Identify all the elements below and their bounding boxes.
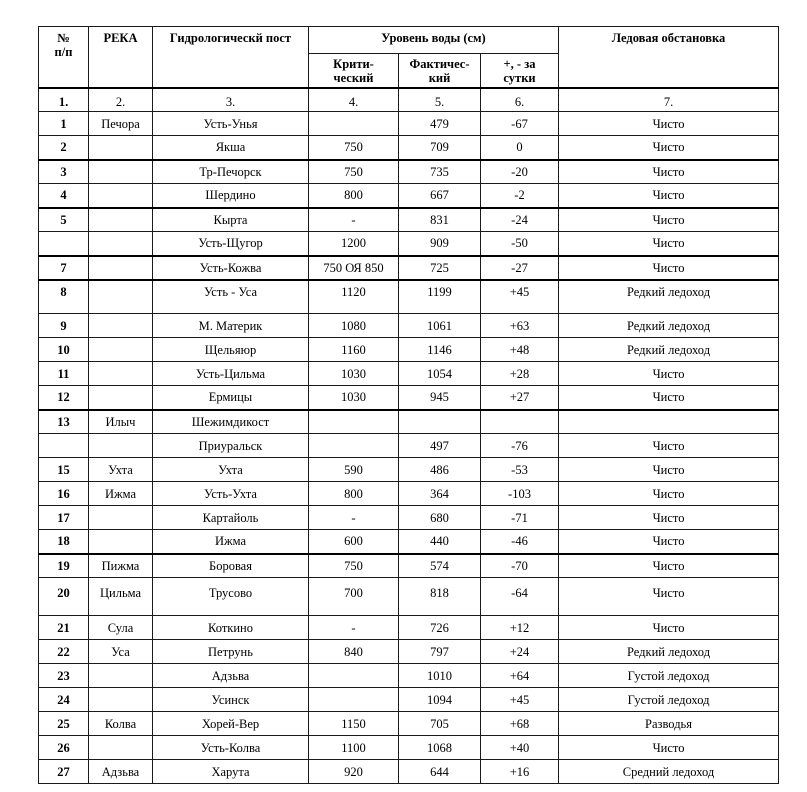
actual-level: 364 <box>399 482 481 506</box>
ice-conditions: Чисто <box>559 578 779 616</box>
daily-change: -46 <box>481 530 559 554</box>
table-row <box>39 314 779 338</box>
row-number: 15 <box>39 458 89 482</box>
actual-level: 735 <box>399 160 481 184</box>
ice-conditions: Густой ледоход <box>559 664 779 688</box>
table-row <box>39 736 779 760</box>
actual-level: 1068 <box>399 736 481 760</box>
river-name <box>89 232 153 256</box>
daily-change: -71 <box>481 506 559 530</box>
actual-level: 797 <box>399 640 481 664</box>
gauge-post: Усть-Ухта <box>153 482 309 506</box>
table-row <box>39 712 779 736</box>
actual-level: 725 <box>399 256 481 280</box>
river-name: Уса <box>89 640 153 664</box>
daily-change: -67 <box>481 112 559 136</box>
critical-level: 600 <box>309 530 399 554</box>
row-number: 5 <box>39 208 89 232</box>
river-name: Печора <box>89 112 153 136</box>
gauge-post: Усть - Уса <box>153 280 309 314</box>
gauge-post: Харута <box>153 760 309 784</box>
gauge-post: Боровая <box>153 554 309 578</box>
river-name <box>89 386 153 410</box>
actual-level: 1146 <box>399 338 481 362</box>
index-cell: 6. <box>481 88 559 112</box>
table-row <box>39 362 779 386</box>
daily-change: +48 <box>481 338 559 362</box>
river-name <box>89 314 153 338</box>
row-number: 9 <box>39 314 89 338</box>
gauge-post: Петрунь <box>153 640 309 664</box>
daily-change: +16 <box>481 760 559 784</box>
critical-level: 590 <box>309 458 399 482</box>
actual-level: 479 <box>399 112 481 136</box>
actual-level <box>399 410 481 434</box>
table-row <box>39 136 779 160</box>
gauge-post: М. Материк <box>153 314 309 338</box>
table-row <box>39 184 779 208</box>
river-name <box>89 530 153 554</box>
actual-level: 574 <box>399 554 481 578</box>
table-row <box>39 640 779 664</box>
header-critical: Крити-ческий <box>309 54 399 88</box>
row-number: 18 <box>39 530 89 554</box>
actual-level: 831 <box>399 208 481 232</box>
ice-conditions: Чисто <box>559 232 779 256</box>
gauge-post: Шердино <box>153 184 309 208</box>
ice-conditions <box>559 410 779 434</box>
river-name: Адзьва <box>89 760 153 784</box>
gauge-post: Усть-Щугор <box>153 232 309 256</box>
header-water-level: Уровень воды (см) <box>309 27 559 54</box>
river-name: Ухта <box>89 458 153 482</box>
critical-level: 1030 <box>309 386 399 410</box>
river-name: Пижма <box>89 554 153 578</box>
river-name <box>89 434 153 458</box>
row-number: 16 <box>39 482 89 506</box>
critical-level: 800 <box>309 184 399 208</box>
header-row-top <box>39 27 779 54</box>
index-cell: 3. <box>153 88 309 112</box>
row-number: 11 <box>39 362 89 386</box>
critical-level <box>309 434 399 458</box>
row-number: 13 <box>39 410 89 434</box>
table-row <box>39 280 779 314</box>
ice-conditions: Чисто <box>559 256 779 280</box>
river-name <box>89 184 153 208</box>
critical-level: 750 <box>309 136 399 160</box>
actual-level: 945 <box>399 386 481 410</box>
river-name <box>89 688 153 712</box>
header-post: Гидрологическй пост <box>153 27 309 88</box>
table-row <box>39 208 779 232</box>
row-number: 4 <box>39 184 89 208</box>
daily-change: -24 <box>481 208 559 232</box>
gauge-post: Трусово <box>153 578 309 616</box>
river-name <box>89 362 153 386</box>
ice-conditions: Чисто <box>559 184 779 208</box>
critical-level <box>309 112 399 136</box>
gauge-post: Адзьва <box>153 664 309 688</box>
daily-change: -64 <box>481 578 559 616</box>
index-cell: 2. <box>89 88 153 112</box>
header-river: РЕКА <box>89 27 153 88</box>
table-row <box>39 530 779 554</box>
table-row <box>39 482 779 506</box>
index-cell: 7. <box>559 88 779 112</box>
row-number: 20 <box>39 578 89 616</box>
index-cell: 4. <box>309 88 399 112</box>
ice-conditions: Чисто <box>559 530 779 554</box>
daily-change: -50 <box>481 232 559 256</box>
critical-level: - <box>309 506 399 530</box>
row-number: 1 <box>39 112 89 136</box>
ice-conditions: Чисто <box>559 434 779 458</box>
gauge-post: Усть-Колва <box>153 736 309 760</box>
daily-change: -76 <box>481 434 559 458</box>
table-row <box>39 160 779 184</box>
table-row <box>39 410 779 434</box>
daily-change: 0 <box>481 136 559 160</box>
index-cell: 1. <box>39 88 89 112</box>
water-level-report <box>38 26 778 784</box>
actual-level: 709 <box>399 136 481 160</box>
ice-conditions: Чисто <box>559 386 779 410</box>
table-row <box>39 338 779 362</box>
ice-conditions: Чисто <box>559 616 779 640</box>
daily-change: +12 <box>481 616 559 640</box>
gauge-post: Якша <box>153 136 309 160</box>
critical-level: - <box>309 208 399 232</box>
ice-conditions: Редкий ледоход <box>559 338 779 362</box>
daily-change: -2 <box>481 184 559 208</box>
daily-change: +24 <box>481 640 559 664</box>
daily-change: +64 <box>481 664 559 688</box>
daily-change: +27 <box>481 386 559 410</box>
actual-level: 705 <box>399 712 481 736</box>
table-row <box>39 112 779 136</box>
actual-level: 667 <box>399 184 481 208</box>
row-number: 27 <box>39 760 89 784</box>
ice-conditions: Средний ледоход <box>559 760 779 784</box>
actual-level: 486 <box>399 458 481 482</box>
critical-level: 1120 <box>309 280 399 314</box>
header-num: № п/п <box>39 27 89 88</box>
water-level-table <box>38 26 779 784</box>
row-number: 25 <box>39 712 89 736</box>
header-ice: Ледовая обстановка <box>559 27 779 88</box>
critical-level: 750 <box>309 160 399 184</box>
river-name <box>89 338 153 362</box>
actual-level: 818 <box>399 578 481 616</box>
row-number: 24 <box>39 688 89 712</box>
ice-conditions: Чисто <box>559 554 779 578</box>
actual-level: 440 <box>399 530 481 554</box>
daily-change: +68 <box>481 712 559 736</box>
ice-conditions: Редкий ледоход <box>559 640 779 664</box>
gauge-post: Усть-Кожва <box>153 256 309 280</box>
table-row <box>39 760 779 784</box>
daily-change: -103 <box>481 482 559 506</box>
gauge-post: Картайоль <box>153 506 309 530</box>
actual-level: 680 <box>399 506 481 530</box>
critical-level <box>309 664 399 688</box>
ice-conditions: Чисто <box>559 362 779 386</box>
row-number: 26 <box>39 736 89 760</box>
gauge-post: Коткино <box>153 616 309 640</box>
actual-level: 1061 <box>399 314 481 338</box>
actual-level: 1010 <box>399 664 481 688</box>
critical-level: 1150 <box>309 712 399 736</box>
table-row <box>39 688 779 712</box>
daily-change <box>481 410 559 434</box>
row-number: 2 <box>39 136 89 160</box>
critical-level: 750 ОЯ 850 <box>309 256 399 280</box>
row-number: 8 <box>39 280 89 314</box>
critical-level: 1030 <box>309 362 399 386</box>
gauge-post: Усть-Цильма <box>153 362 309 386</box>
gauge-post: Щельяюр <box>153 338 309 362</box>
daily-change: +28 <box>481 362 559 386</box>
daily-change: -20 <box>481 160 559 184</box>
river-name <box>89 280 153 314</box>
critical-level: 1160 <box>309 338 399 362</box>
gauge-post: Усинск <box>153 688 309 712</box>
gauge-post: Приуральск <box>153 434 309 458</box>
table-row <box>39 506 779 530</box>
row-number: 17 <box>39 506 89 530</box>
critical-level: 1200 <box>309 232 399 256</box>
actual-level: 497 <box>399 434 481 458</box>
row-number: 22 <box>39 640 89 664</box>
river-name: Илыч <box>89 410 153 434</box>
actual-level: 644 <box>399 760 481 784</box>
ice-conditions: Чисто <box>559 506 779 530</box>
daily-change: -53 <box>481 458 559 482</box>
critical-level <box>309 410 399 434</box>
table-row <box>39 664 779 688</box>
row-number <box>39 232 89 256</box>
actual-level: 909 <box>399 232 481 256</box>
table-row <box>39 434 779 458</box>
daily-change: +45 <box>481 280 559 314</box>
header-delta: +, - за сутки <box>481 54 559 88</box>
ice-conditions: Густой ледоход <box>559 688 779 712</box>
row-number: 3 <box>39 160 89 184</box>
river-name <box>89 736 153 760</box>
river-name: Цильма <box>89 578 153 616</box>
river-name: Ижма <box>89 482 153 506</box>
column-index-row <box>39 88 779 112</box>
row-number: 12 <box>39 386 89 410</box>
critical-level: 700 <box>309 578 399 616</box>
daily-change: -70 <box>481 554 559 578</box>
gauge-post: Кырта <box>153 208 309 232</box>
header-actual: Фактичес-кий <box>399 54 481 88</box>
actual-level: 1199 <box>399 280 481 314</box>
row-number: 23 <box>39 664 89 688</box>
critical-level: 920 <box>309 760 399 784</box>
table-row <box>39 616 779 640</box>
gauge-post: Тр-Печорск <box>153 160 309 184</box>
gauge-post: Ижма <box>153 530 309 554</box>
critical-level: 840 <box>309 640 399 664</box>
ice-conditions: Разводья <box>559 712 779 736</box>
critical-level: 1100 <box>309 736 399 760</box>
ice-conditions: Чисто <box>559 208 779 232</box>
daily-change: +45 <box>481 688 559 712</box>
ice-conditions: Чисто <box>559 458 779 482</box>
row-number: 7 <box>39 256 89 280</box>
river-name <box>89 664 153 688</box>
actual-level: 726 <box>399 616 481 640</box>
index-cell: 5. <box>399 88 481 112</box>
critical-level: 1080 <box>309 314 399 338</box>
table-row <box>39 386 779 410</box>
table-row <box>39 554 779 578</box>
row-number: 19 <box>39 554 89 578</box>
ice-conditions: Чисто <box>559 482 779 506</box>
gauge-post: Шежимдикост <box>153 410 309 434</box>
actual-level: 1094 <box>399 688 481 712</box>
daily-change: +40 <box>481 736 559 760</box>
critical-level <box>309 688 399 712</box>
daily-change: -27 <box>481 256 559 280</box>
river-name <box>89 256 153 280</box>
table-row <box>39 232 779 256</box>
daily-change: +63 <box>481 314 559 338</box>
table-row <box>39 256 779 280</box>
river-name <box>89 506 153 530</box>
row-number: 10 <box>39 338 89 362</box>
critical-level: - <box>309 616 399 640</box>
river-name: Сула <box>89 616 153 640</box>
table-row <box>39 578 779 616</box>
river-name: Колва <box>89 712 153 736</box>
river-name <box>89 160 153 184</box>
actual-level: 1054 <box>399 362 481 386</box>
ice-conditions: Редкий ледоход <box>559 314 779 338</box>
gauge-post: Ермицы <box>153 386 309 410</box>
critical-level: 750 <box>309 554 399 578</box>
ice-conditions: Редкий ледоход <box>559 280 779 314</box>
critical-level: 800 <box>309 482 399 506</box>
table-row <box>39 458 779 482</box>
gauge-post: Усть-Унья <box>153 112 309 136</box>
ice-conditions: Чисто <box>559 160 779 184</box>
ice-conditions: Чисто <box>559 136 779 160</box>
river-name <box>89 208 153 232</box>
gauge-post: Ухта <box>153 458 309 482</box>
row-number <box>39 434 89 458</box>
ice-conditions: Чисто <box>559 736 779 760</box>
gauge-post: Хорей-Вер <box>153 712 309 736</box>
river-name <box>89 136 153 160</box>
ice-conditions: Чисто <box>559 112 779 136</box>
row-number: 21 <box>39 616 89 640</box>
